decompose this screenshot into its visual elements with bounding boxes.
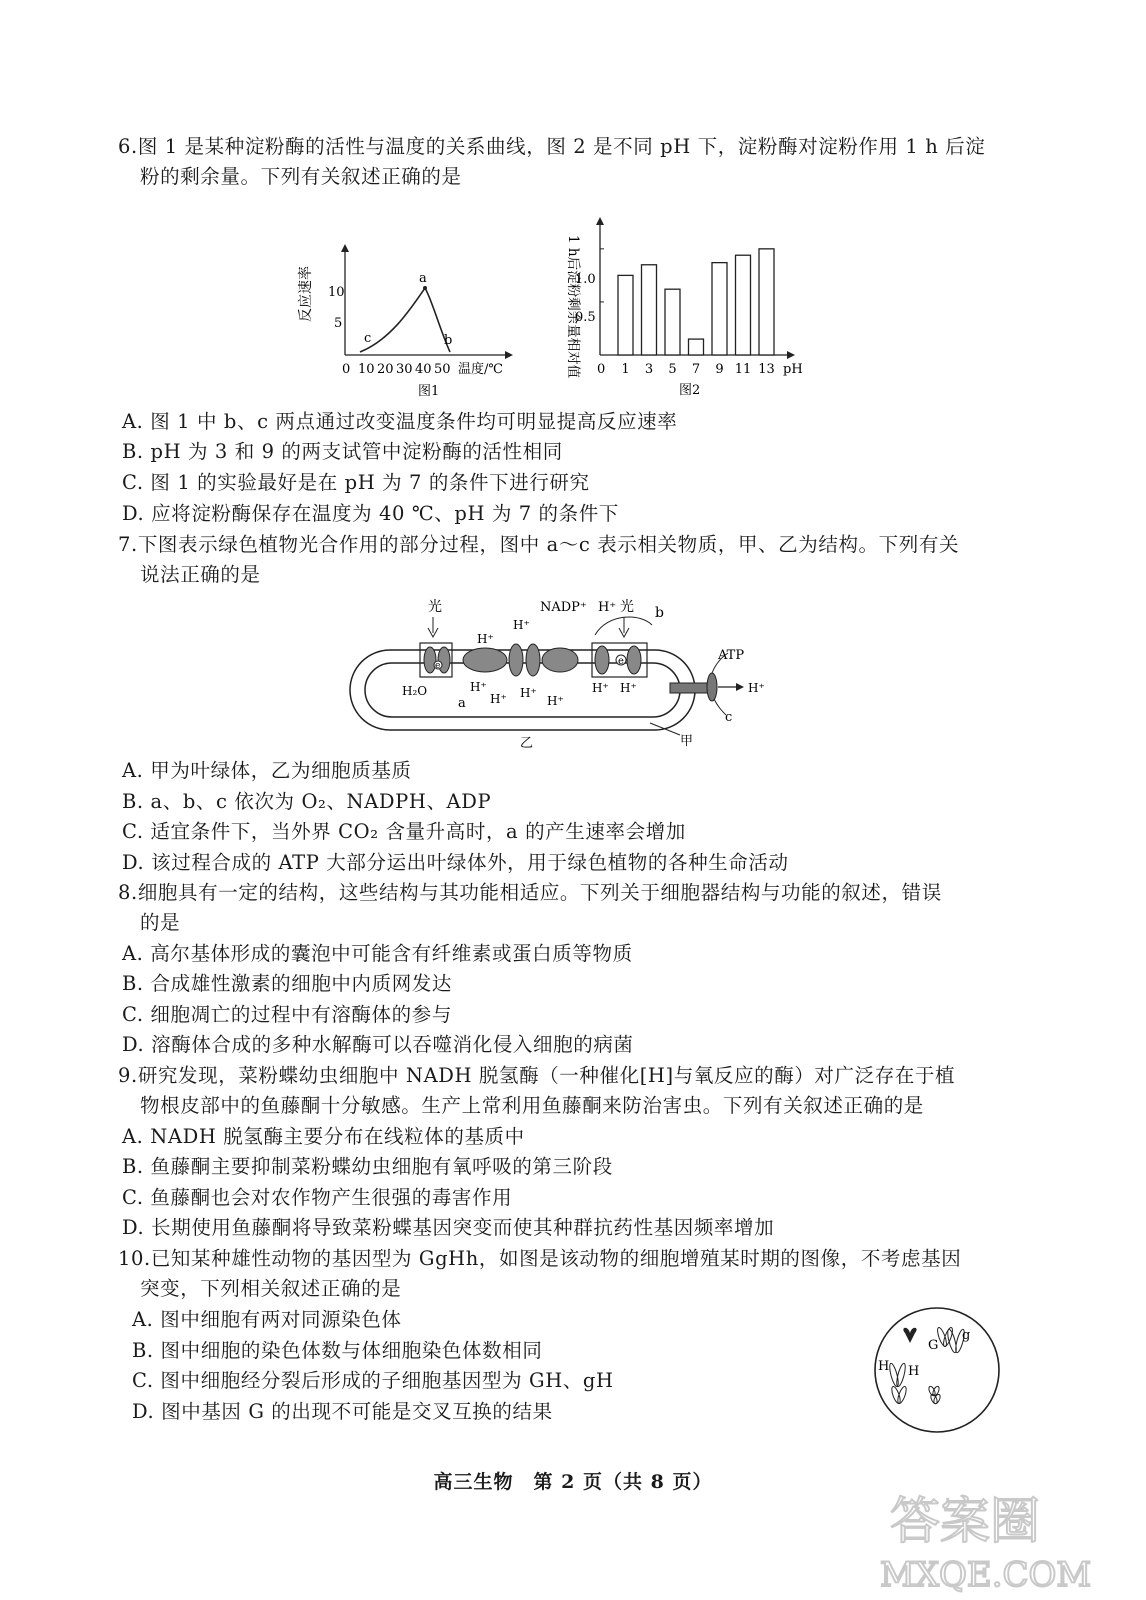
fig2-bar-ph-1 xyxy=(618,275,633,355)
q9-option-b: B. 鱼藤酮主要抑制菜粉蝶幼虫细胞有氧呼吸的第三阶段 xyxy=(122,1155,613,1178)
svg-text:H⁺: H⁺ xyxy=(470,680,487,694)
fig1-point-a: a xyxy=(419,271,427,286)
fig1-caption: 图1 xyxy=(418,384,440,399)
q8-option-b: B. 合成雄性激素的细胞中内质网发达 xyxy=(122,972,453,995)
fig2-xtick-3: 3 xyxy=(644,362,654,377)
q10-line-1: 10.已知某种雄性动物的基因型为 GgHh，如图是该动物的细胞增殖某时期的图像，不考虑基因 xyxy=(118,1247,962,1270)
fig1-xlabel: 温度/℃ xyxy=(458,362,503,377)
fig1-ytick-5: 5 xyxy=(334,316,343,331)
q6-option-d: D. 应将淀粉酶保存在温度为 40 ℃、pH 为 7 的条件下 xyxy=(122,502,619,525)
svg-text:a: a xyxy=(458,696,466,711)
svg-text:H⁺: H⁺ xyxy=(547,694,564,708)
figure-thylakoid-diagram xyxy=(340,595,810,755)
q7-option-d: D. 该过程合成的 ATP 大部分运出叶绿体外，用于绿色植物的各种生命活动 xyxy=(122,851,789,874)
svg-text:H⁺: H⁺ xyxy=(748,681,765,695)
fig1-xtick: 30 xyxy=(396,362,413,377)
svg-text:H: H xyxy=(878,1359,890,1374)
svg-text:e: e xyxy=(618,656,624,667)
svg-text:g: g xyxy=(962,1328,971,1343)
fig1-point-c: c xyxy=(364,331,372,346)
fig1-ytick-10: 10 xyxy=(328,285,345,300)
fig2-xtick-11: 11 xyxy=(734,362,752,377)
q10-option-c: C. 图中细胞经分裂后形成的子细胞基因型为 GH、gH xyxy=(132,1369,614,1392)
q6-option-b: B. pH 为 3 和 9 的两支试管中淀粉酶的活性相同 xyxy=(122,440,563,463)
q8-line-2: 的是 xyxy=(140,911,181,934)
q7-line-1: 7.下图表示绿色植物光合作用的部分过程，图中 a～c 表示相关物质，甲、乙为结构。下列有关 xyxy=(118,533,960,556)
svg-text:H⁺: H⁺ xyxy=(620,681,637,695)
q10-option-d: D. 图中基因 G 的出现不可能是交叉互换的结果 xyxy=(132,1400,553,1423)
q9-line-1: 9.研究发现，菜粉蝶幼虫细胞中 NADH 脱氢酶（一种催化[H]与氧反应的酶）对广泛存在于植 xyxy=(118,1064,956,1087)
svg-text:光: 光 xyxy=(620,599,634,615)
watermark-logo xyxy=(872,1480,1142,1595)
fig2-ytick-1: 1.0 xyxy=(575,272,596,287)
q7-line-2: 说法正确的是 xyxy=(140,563,261,586)
svg-text:H⁺: H⁺ xyxy=(513,618,530,632)
fig2-xtick-7: 7 xyxy=(691,362,701,377)
fig2-bar-ph-3 xyxy=(642,265,657,355)
fig2-xtick-5: 5 xyxy=(668,362,677,377)
fig1-ylabel: 反应速率 xyxy=(298,266,314,322)
q6-option-a: A. 图 1 中 b、c 两点通过改变温度条件均可明显提高反应速率 xyxy=(122,410,678,433)
fig2-xtick-9: 9 xyxy=(715,362,724,377)
fig1-xtick: 10 xyxy=(358,362,375,377)
fig1-point-b: b xyxy=(444,333,453,348)
svg-text:c: c xyxy=(725,710,733,725)
q9-option-a: A. NADH 脱氢酶主要分布在线粒体的基质中 xyxy=(122,1125,525,1148)
q7-option-b: B. a、b、c 依次为 O₂、NADPH、ADP xyxy=(122,790,492,813)
svg-text:NADP⁺: NADP⁺ xyxy=(540,600,587,615)
q10-option-b: B. 图中细胞的染色体数与体细胞染色体数相同 xyxy=(132,1339,543,1362)
q8-line-1: 8.细胞具有一定的结构，这些结构与其功能相适应。下列关于细胞器结构与功能的叙述，错误 xyxy=(118,881,942,904)
fig2-xlabel: pH xyxy=(783,362,803,377)
fig1-xtick: 50 xyxy=(434,362,451,377)
fig2-xtick-13: 13 xyxy=(758,362,775,377)
fig2-xtick-1: 1 xyxy=(621,362,630,377)
q9-option-c: C. 鱼藤酮也会对农作物产生很强的毒害作用 xyxy=(122,1186,513,1209)
fig2-bar-ph-7 xyxy=(689,339,704,355)
figure-1-temperature-curve xyxy=(300,240,530,400)
fig2-bar-ph-5 xyxy=(665,289,680,355)
svg-text:乙: 乙 xyxy=(520,736,534,751)
svg-text:H⁺: H⁺ xyxy=(592,681,609,695)
q9-line-2: 物根皮部中的鱼藤酮十分敏感。生产上常利用鱼藤酮来防治害虫。下列有关叙述正确的是 xyxy=(140,1094,924,1117)
svg-text:H⁺: H⁺ xyxy=(477,632,494,646)
q10-line-2: 突变，下列相关叙述正确的是 xyxy=(140,1277,402,1300)
svg-text:H: H xyxy=(908,1364,920,1379)
q6-option-c: C. 图 1 的实验最好是在 pH 为 7 的条件下进行研究 xyxy=(122,471,590,494)
page-footer: 高三生物 第 2 页（共 8 页） xyxy=(433,1471,713,1493)
svg-text:光: 光 xyxy=(428,599,442,615)
svg-text:b: b xyxy=(655,605,664,621)
svg-text:H₂O: H₂O xyxy=(402,684,428,698)
fig2-ytick-05: 0.5 xyxy=(575,310,596,325)
fig2-bar-ph-9 xyxy=(712,263,727,355)
fig1-xtick: 40 xyxy=(415,362,432,377)
q7-option-c: C. 适宜条件下，当外界 CO₂ 含量升高时，a 的产生速率会增加 xyxy=(122,820,686,843)
svg-text:甲: 甲 xyxy=(680,734,694,749)
q8-option-d: D. 溶酶体合成的多种水解酶可以吞噬消化侵入细胞的病菌 xyxy=(122,1033,634,1056)
q6-line-1: 6.图 1 是某种淀粉酶的活性与温度的关系曲线，图 2 是不同 pH 下，淀粉酶对淀粉作用 1 h 后淀 xyxy=(118,135,986,158)
figure-cell-division xyxy=(870,1305,1005,1435)
fig1-xtick: 0 xyxy=(342,362,351,377)
figure-2-ph-bar-chart xyxy=(555,195,805,400)
fig1-xtick: 20 xyxy=(377,362,394,377)
fig2-xtick-0: 0 xyxy=(597,362,606,377)
q10-option-a: A. 图中细胞有两对同源染色体 xyxy=(132,1308,402,1331)
fig2-bar-ph-13 xyxy=(759,249,774,355)
q8-option-a: A. 高尔基体形成的囊泡中可能含有纤维素或蛋白质等物质 xyxy=(122,942,633,965)
fig2-ylabel: 1 h后淀粉剩余量相对值 xyxy=(565,235,581,379)
svg-text:e: e xyxy=(435,661,441,671)
watermark-bottom: MXQE.COM xyxy=(880,1555,1092,1595)
svg-text:ATP: ATP xyxy=(718,648,745,663)
fig2-caption: 图2 xyxy=(679,383,701,398)
svg-text:H⁺: H⁺ xyxy=(520,686,537,700)
q9-option-d: D. 长期使用鱼藤酮将导致菜粉蝶基因突变而使其种群抗药性基因频率增加 xyxy=(122,1216,775,1239)
fig2-bar-ph-11 xyxy=(736,255,751,355)
q6-line-2: 粉的剩余量。下列有关叙述正确的是 xyxy=(140,165,462,188)
watermark-top: 答案圈 xyxy=(890,1492,1040,1550)
svg-text:H⁺: H⁺ xyxy=(490,692,507,706)
svg-text:H⁺: H⁺ xyxy=(598,600,617,615)
q7-option-a: A. 甲为叶绿体，乙为细胞质基质 xyxy=(122,759,412,782)
svg-text:G: G xyxy=(928,1338,939,1353)
q8-option-c: C. 细胞凋亡的过程中有溶酶体的参与 xyxy=(122,1003,452,1026)
